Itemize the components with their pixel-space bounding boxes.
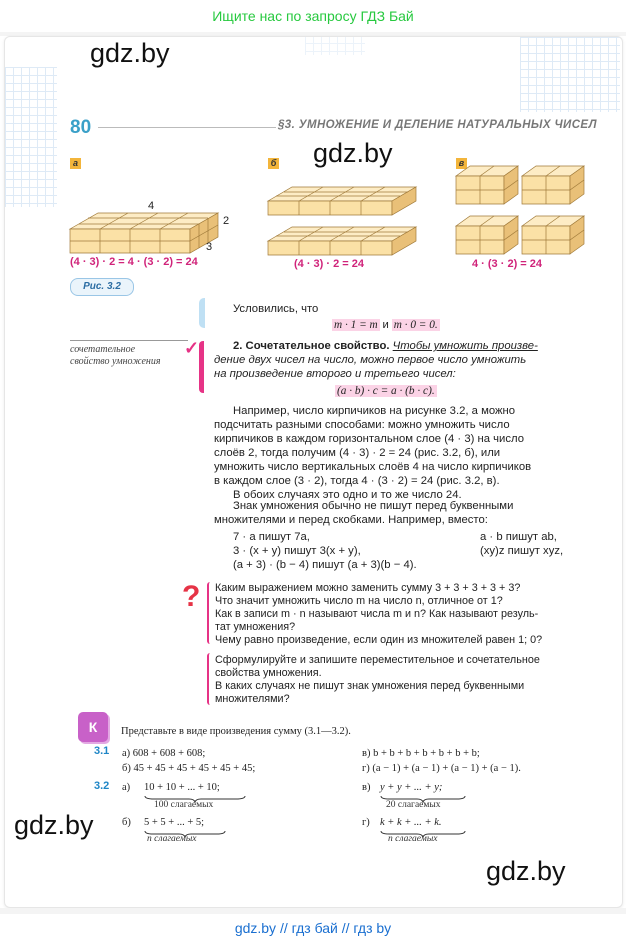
- task-item: множителями?: [215, 693, 290, 705]
- para1-line: в каждом слое (3 · 2), тогда 4 · (3 · 2) = 24 (рис. 3.2, в).: [214, 475, 500, 487]
- watermark: gdz.by: [313, 138, 393, 168]
- brick-figure-c: [452, 162, 592, 258]
- watermark: gdz.by: [14, 810, 94, 840]
- question-item: Что значит умножить число m на число n, отличное от 1?: [215, 595, 503, 607]
- page-number: 80: [70, 117, 92, 138]
- property-formula: [335, 384, 437, 398]
- site-banner[interactable]: Ищите нас по запросу ГДЗ Бай: [212, 8, 414, 24]
- exercise-3-2-b: 5 + 5 + ... + 5;: [144, 817, 205, 828]
- task-item: свойства умножения.: [215, 667, 322, 679]
- exercise-3-1-b: б) 45 + 45 + 45 + 45 + 45 + 45;: [122, 763, 256, 774]
- exercise-number-3-1: 3.1: [94, 745, 110, 757]
- grid-decoration-right: [520, 37, 620, 112]
- exercise-3-1-v: в) b + b + b + b + b + b + b;: [362, 748, 480, 759]
- exercise-3-2-g-caption: n слагаемых: [388, 834, 438, 844]
- notation-example: (xy)z пишут xyz,: [480, 545, 564, 557]
- exercise-3-2-v: y + y + ... + y;: [380, 782, 443, 793]
- exercise-3-2-g: k + k + ... + k.: [380, 817, 442, 828]
- property-marker: [199, 341, 210, 393]
- paragraph-example: [214, 404, 590, 502]
- brick-figure-b: [264, 183, 424, 259]
- question-item: тат умножения?: [215, 621, 296, 633]
- question-item: Как в записи m · n называют числа m и n? Как называют резуль-: [215, 608, 539, 620]
- agreed-formulas: [332, 318, 440, 332]
- dimension-height: 2: [223, 215, 230, 227]
- para1-line: умножить число вертикальных слоёв 4 на число кирпичиков: [214, 461, 532, 473]
- property-def-2: дение двух чисел на число, можно первое число умножить: [214, 354, 527, 366]
- side-rule: [70, 340, 188, 341]
- exercise-number-3-2: 3.2: [94, 780, 110, 792]
- para1-line: Например, число кирпичиков на рисунке 3.2, a можно: [233, 405, 516, 417]
- notation-example: a · b пишут ab,: [480, 531, 557, 543]
- and-word: и: [382, 319, 389, 331]
- formula-m1: m · 1 = m: [334, 319, 378, 331]
- notation-example: 7 · a пишут 7a,: [233, 531, 310, 543]
- note-marker: [199, 298, 214, 328]
- para1-line: слоёв 2, тогда получим (4 · 3) · 2 = 24 (рис. 3.2, б), или: [214, 447, 501, 459]
- exercise-3-2-g-label: г): [362, 817, 370, 828]
- exercise-3-2-v-caption: 20 слагаемых: [386, 800, 441, 810]
- checkmark-icon: ✓: [184, 338, 200, 358]
- para1-line: кирпичиков в каждом горизонтальном слое (4 · 3) на число: [214, 433, 525, 445]
- figure-label-v: в: [456, 158, 467, 169]
- exercise-3-2-b-label: б): [122, 817, 131, 828]
- exercise-3-1-a: а) 608 + 608 + 608;: [122, 748, 206, 759]
- question-mark-icon: ?: [182, 580, 201, 613]
- k-puzzle-icon: К: [78, 712, 108, 742]
- notation-example: 3 · (x + y) пишут 3(x + y),: [233, 545, 361, 557]
- site-footer-links[interactable]: gdz.by // гдз бай // гдз by: [234, 920, 392, 936]
- equation-a: (4 · 3) · 2 = 4 · (3 · 2) = 24: [70, 256, 198, 268]
- task-item: В каких случаях не пишут знак умножения перед буквенными: [215, 680, 525, 692]
- property-def-1: Чтобы умножить произве-: [392, 340, 538, 352]
- equation-b: (4 · 3) · 2 = 24: [294, 258, 365, 270]
- exercise-3-2-v-label: в): [362, 782, 371, 793]
- chapter-header: §3. УМНОЖЕНИЕ И ДЕЛЕНИЕ НАТУРАЛЬНЫХ ЧИСЕЛ: [278, 119, 597, 131]
- question-item: Чему равно произведение, если один из множителей равен 1; 0?: [215, 634, 543, 646]
- side-label: сочетательное свойство умножения: [70, 344, 161, 367]
- exercise-3-2-b-caption: n слагаемых: [147, 834, 197, 844]
- paragraph-notation: [214, 499, 590, 527]
- notation-examples-right: [480, 530, 563, 558]
- tasks-list: [215, 654, 587, 706]
- figure-label-a: а: [70, 158, 81, 169]
- associative-formula: (a · b) · c = a · (b · c).: [337, 385, 435, 397]
- dimension-depth: 3: [206, 241, 213, 253]
- notation-examples-left: [233, 530, 417, 572]
- para1-line: В обоих случаях это одно и то же число 24.: [233, 489, 462, 501]
- task-item: Сформулируйте и запишите переместительное и сочетательное: [215, 654, 540, 666]
- questions-list: [215, 582, 587, 647]
- header-rule: [98, 127, 276, 128]
- agreed-intro: Условились, что: [233, 303, 319, 315]
- exercise-3-2-a-label: а): [122, 782, 131, 793]
- exercise-3-2-a: 10 + 10 + ... + 10;: [144, 782, 220, 793]
- exercise-3-1-g: г) (a − 1) + (a − 1) + (a − 1) + (a − 1).: [362, 763, 521, 774]
- equation-c: 4 · (3 · 2) = 24: [472, 258, 543, 270]
- property-line1: [233, 339, 588, 353]
- exercise-intro: Представьте в виде произведения сумму (3.1—3.2).: [121, 726, 351, 737]
- grid-decoration-left: [5, 67, 57, 207]
- exercise-3-2-a-caption: 100 слагаемых: [154, 800, 214, 810]
- question-item: Каким выражением можно заменить сумму 3 + 3 + 3 + 3 + 3?: [215, 582, 521, 594]
- watermark: gdz.by: [486, 856, 566, 886]
- para2-line: множителями и перед скобками. Например, вместо:: [214, 514, 488, 526]
- formula-m0: m · 0 = 0.: [393, 319, 438, 331]
- tasks-bracket: [207, 653, 213, 705]
- property-title: 2. Сочетательное свойство.: [233, 340, 390, 352]
- grid-decoration-top: [305, 36, 365, 55]
- dimension-length: 4: [148, 200, 155, 212]
- watermark: gdz.by: [90, 38, 170, 68]
- brick-figure-a: [66, 205, 226, 257]
- property-def-3: на произведение второго и третьего чисел:: [214, 368, 456, 380]
- questions-bracket: [207, 582, 213, 644]
- para1-line: подсчитать разными способами: можно умножить число: [214, 419, 510, 431]
- para2-line: Знак умножения обычно не пишут перед буквенными: [233, 500, 514, 512]
- notation-example: (a + 3) · (b − 4) пишут (a + 3)(b − 4).: [233, 559, 417, 571]
- figure-caption: Рис. 3.2: [70, 278, 134, 296]
- figure-label-b: б: [268, 158, 279, 169]
